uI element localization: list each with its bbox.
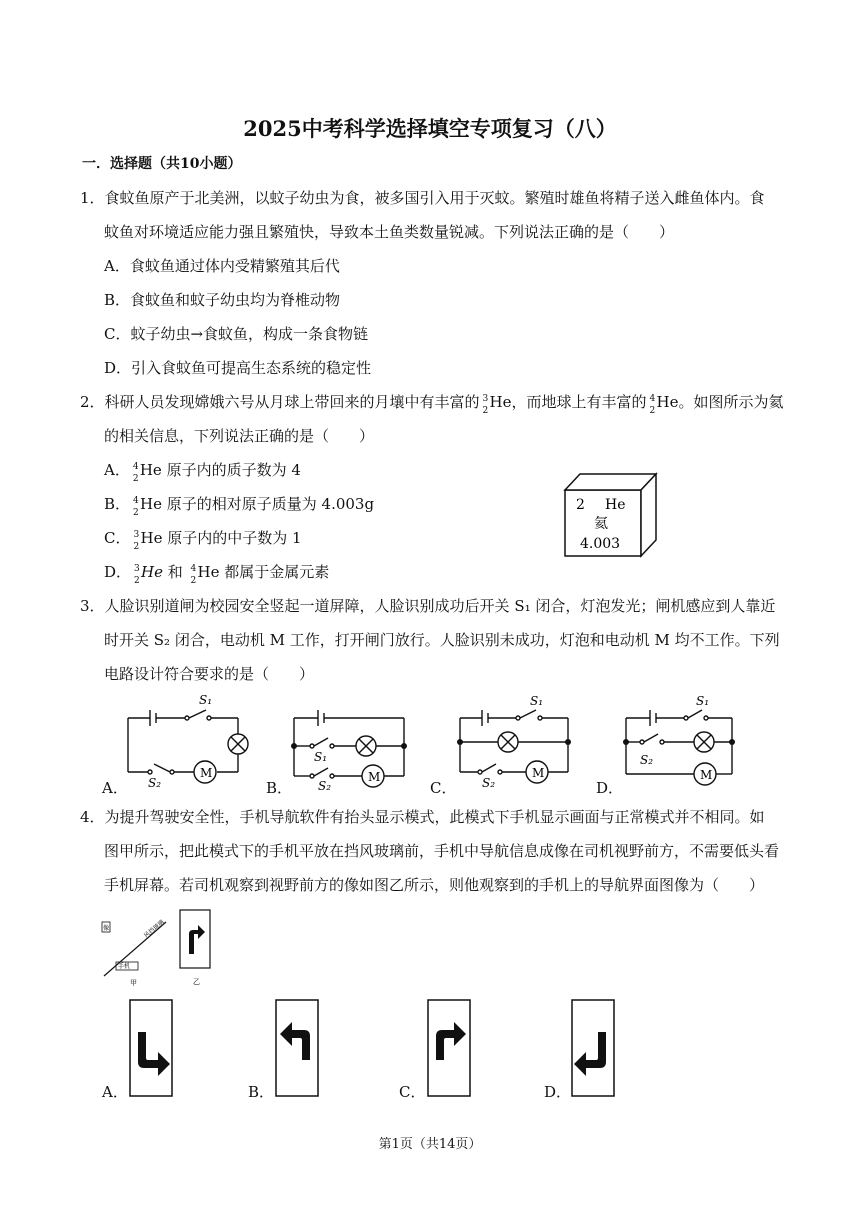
svg-text:S₂: S₂	[640, 753, 654, 767]
q3-option-c-label: C．	[430, 779, 457, 797]
svg-text:S₁: S₁	[199, 693, 213, 707]
q2-stem-part1: 2．科研人员发现嫦娥六号从月球上带回来的月壤中有丰富的	[80, 393, 480, 411]
q1-option-d: D．引入食蚊鱼可提高生态系统的稳定性	[104, 359, 372, 377]
figure-jia-label: 甲	[130, 979, 137, 987]
q2-option-b: B． 4 2 He 原子的相对原子质量为 4.003g	[104, 495, 375, 518]
q1-option-b: B．食蚊鱼和蚊子幼虫均为脊椎动物	[104, 291, 341, 309]
q1-option-a: A．食蚊鱼通过体内受精繁殖其后代	[104, 257, 340, 275]
svg-text:S₂: S₂	[148, 776, 162, 788]
svg-text:M: M	[700, 768, 713, 782]
figure-jia-windshield	[96, 910, 176, 990]
nav-arrow-option-d	[570, 998, 618, 1098]
page-footer: 第1页（共14页）	[378, 1137, 482, 1152]
svg-text:手机: 手机	[118, 963, 131, 970]
svg-text:M: M	[200, 766, 213, 780]
q2-stem-part2: He，而地球上有丰富的	[489, 393, 647, 411]
figure-yi-image	[176, 908, 216, 990]
q4-option-a-label: A．	[102, 1083, 128, 1101]
svg-text:像: 像	[103, 925, 110, 932]
q3-option-b-label: B．	[266, 779, 293, 797]
q3-option-d-label: D．	[596, 779, 624, 797]
q4-option-b-label: B．	[248, 1083, 275, 1101]
q2-option-c: C． 3 2 He 原子内的中子数为 1	[104, 529, 302, 552]
nav-arrow-option-c	[426, 998, 474, 1098]
glass-label: 风挡玻璃	[142, 918, 166, 940]
svg-text:S₁: S₁	[314, 750, 328, 764]
q1-stem-line2: 蚊鱼对环境适应能力强且繁殖快，导致本土鱼类数量锐减。下列说法正确的是（ ）	[104, 223, 675, 241]
isotope-he4: 4 2	[649, 394, 656, 416]
q3-stem-line3: 电路设计符合要求的是（ ）	[104, 665, 315, 683]
svg-text:S₂: S₂	[318, 779, 332, 792]
nav-arrow-option-b	[274, 998, 322, 1098]
q3-stem-line1: 3．人脸识别道闸为校园安全竖起一道屏障，人脸识别成功后开关 S₁ 闭合，灯泡发光；闸机感应到人靠近	[80, 597, 776, 615]
q4-stem-line1: 4．为提升驾驶安全性，手机导航软件有抬头显示模式，此模式下手机显示画面与正常模式并不相同。如	[80, 808, 765, 826]
figure-yi-label: 乙	[193, 978, 200, 986]
q2-stem-line2: 的相关信息，下列说法正确的是（ ）	[104, 427, 375, 445]
page-title: 2025中考科学选择填空专项复习（八）	[243, 116, 617, 141]
element-name: 氦	[594, 516, 608, 532]
svg-text:S₁: S₁	[530, 694, 544, 708]
nav-arrow-option-a	[128, 998, 176, 1098]
q4-stem-line3: 手机屏幕。若司机观察到视野前方的像如图乙所示，则他观察到的手机上的导航界面图像为（ ）	[104, 876, 765, 894]
q4-option-d-label: D．	[544, 1083, 572, 1101]
element-atomic-number: 2	[576, 497, 585, 513]
circuit-diagram-c	[454, 690, 584, 788]
section-heading: 一．选择题（共10小题）	[82, 156, 242, 172]
svg-text:S₂: S₂	[482, 776, 496, 788]
q2-stem-line1	[80, 392, 784, 416]
helium-element-card	[560, 466, 660, 562]
q2-option-a: A． 4 2 He 原子内的质子数为 4	[104, 461, 301, 484]
element-symbol: He	[605, 497, 626, 513]
q4-stem-line2: 图甲所示，把此模式下的手机平放在挡风玻璃前，手机中导航信息成像在司机视野前方，不需要低头看	[104, 842, 780, 860]
isotope-he3: 3 2	[482, 394, 489, 416]
element-mass: 4.003	[580, 536, 621, 552]
q2-option-d: D． 3 2 He 和 4 2 He 都属于金属元素	[104, 563, 330, 586]
q2-stem-part3: He。如图所示为氦	[656, 393, 784, 411]
q1-stem-line1: 1．食蚊鱼原产于北美洲，以蚊子幼虫为食，被多国引入用于灭蚊。繁殖时雄鱼将精子送入雌鱼体内。食	[80, 189, 765, 207]
q4-option-c-label: C．	[399, 1083, 426, 1101]
circuit-diagram-d	[620, 690, 740, 794]
circuit-diagram-b	[290, 700, 420, 792]
q3-stem-line2: 时开关 S₂ 闭合，电动机 M 工作，打开闸门放行。人脸识别未成功，灯泡和电动机 M 均不工作。下列	[104, 631, 780, 649]
svg-text:M: M	[532, 766, 545, 780]
q1-option-c: C．蚊子幼虫→食蚊鱼，构成一条食物链	[104, 325, 369, 343]
svg-text:M: M	[368, 770, 381, 784]
circuit-diagram-a	[120, 690, 260, 788]
q3-option-a-label: A．	[102, 779, 128, 797]
svg-text:S₁: S₁	[696, 694, 710, 708]
